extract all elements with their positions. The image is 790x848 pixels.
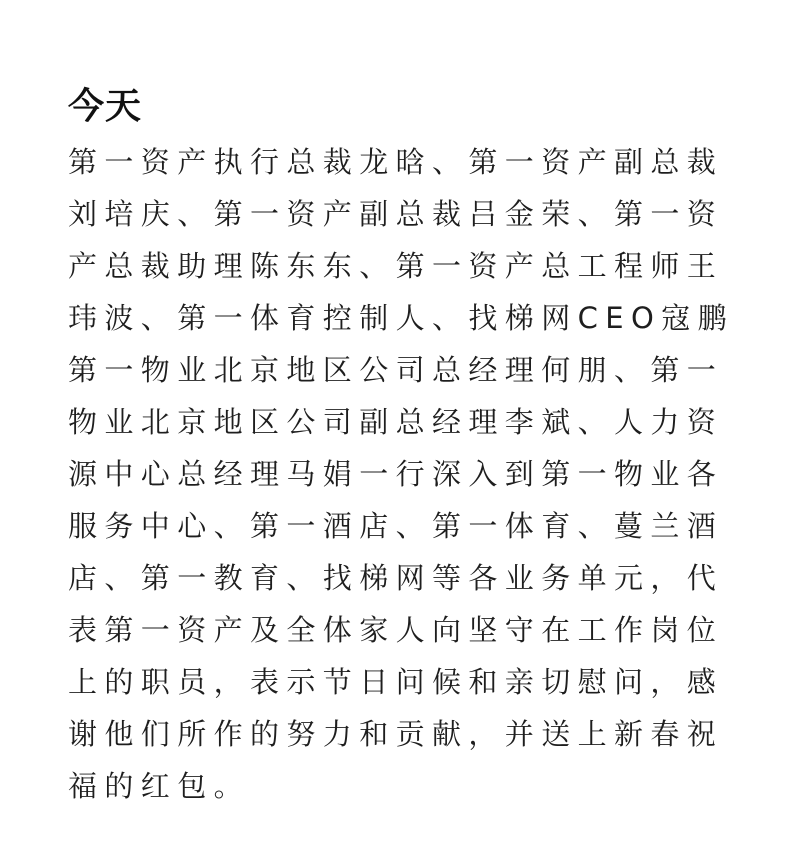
section-heading: 今天 bbox=[68, 86, 143, 127]
paragraph-line: 产总裁助理陈东东、第一资产总工程师王 bbox=[68, 249, 724, 283]
paragraph-line: 玮波、第一体育控制人、找梯网CEO寇鹏 bbox=[68, 301, 734, 335]
article bbox=[68, 84, 748, 812]
paragraph-line: 店、第一教育、找梯网等各业务单元，代 bbox=[68, 561, 724, 595]
paragraph-line: 谢他们所作的努力和贡献，并送上新春祝 bbox=[68, 717, 724, 751]
paragraph-line: 刘培庆、第一资产副总裁吕金荣、第一资 bbox=[68, 197, 724, 231]
article-paragraph bbox=[68, 136, 748, 812]
paragraph-line: 第一物业北京地区公司总经理何朋、第一 bbox=[68, 353, 724, 387]
paragraph-line: 源中心总经理马娟一行深入到第一物业各 bbox=[68, 457, 724, 491]
paragraph-line: 上的职员，表示节日问候和亲切慰问，感 bbox=[68, 665, 724, 699]
paragraph-line: 福的红包。 bbox=[68, 769, 251, 803]
paragraph-line: 物业北京地区公司副总经理李斌、人力资 bbox=[68, 405, 724, 439]
paragraph-line: 表第一资产及全体家人向坚守在工作岗位 bbox=[68, 613, 724, 647]
paragraph-line: 第一资产执行总裁龙晗、第一资产副总裁 bbox=[68, 145, 724, 179]
paragraph-line: 服务中心、第一酒店、第一体育、蔓兰酒 bbox=[68, 509, 724, 543]
